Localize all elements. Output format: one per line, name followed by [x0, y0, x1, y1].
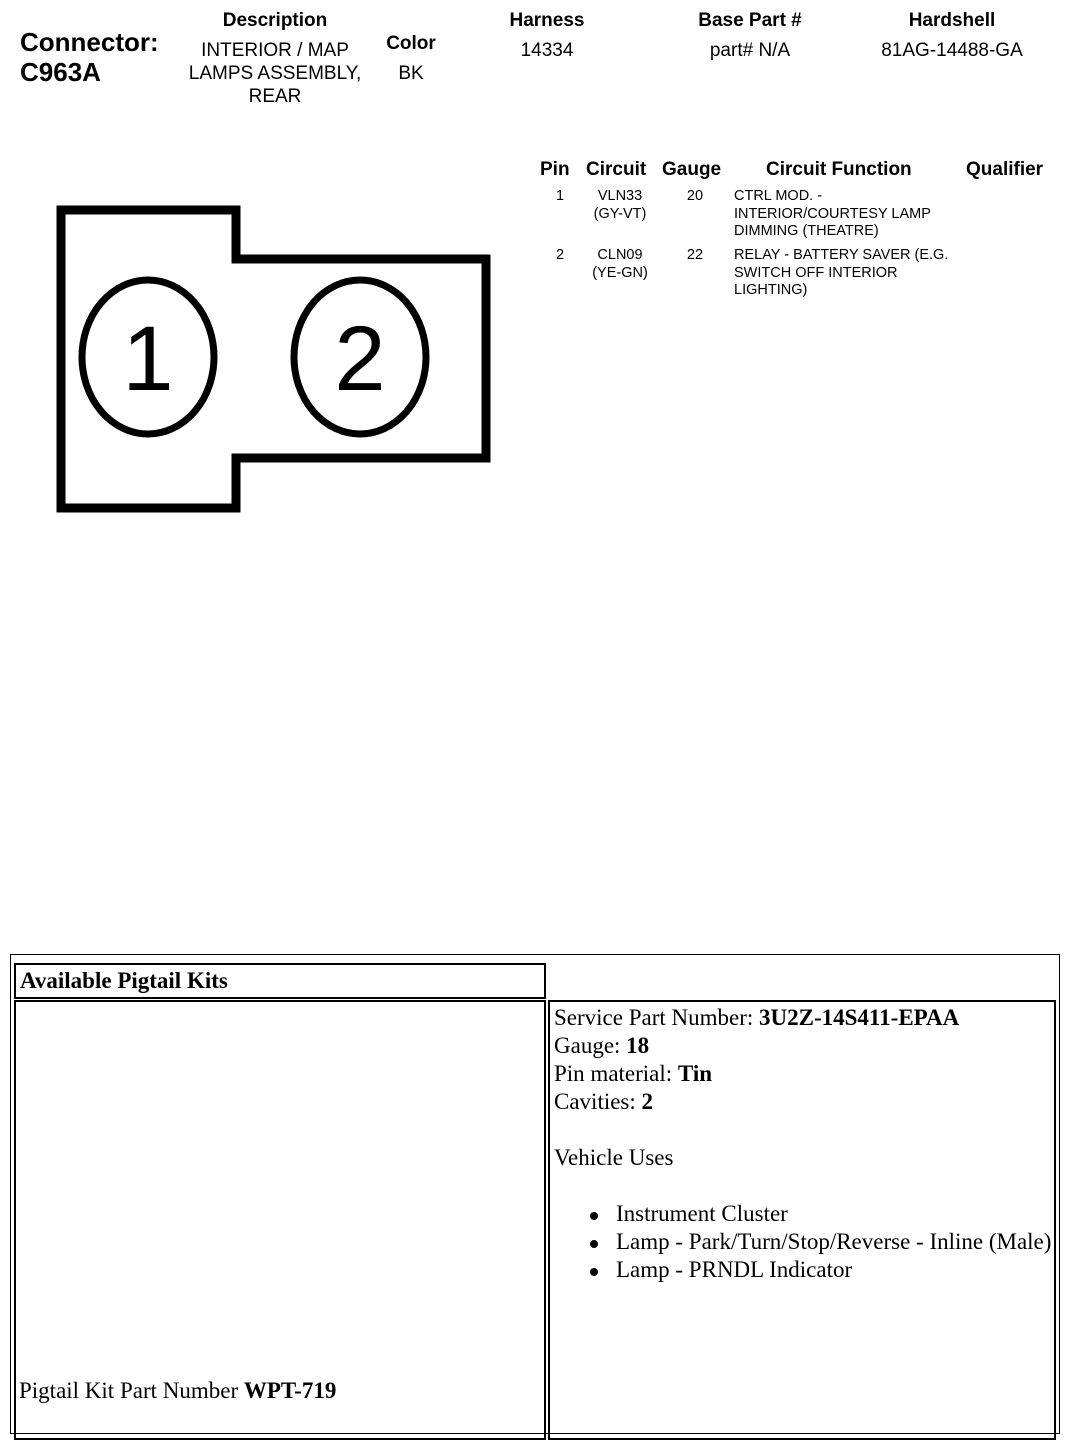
row-1-circuit — [580, 188, 660, 223]
description-label: Description — [222, 10, 328, 31]
cavities-line — [554, 1088, 1054, 1116]
base-part-label: Base Part # — [698, 10, 802, 31]
description-value: INTERIOR / MAP LAMPS ASSEMBLY, REAR — [188, 40, 362, 107]
color-value: BK — [398, 63, 424, 84]
base-part-value: part# N/A — [709, 40, 791, 61]
pin-material-line — [554, 1060, 1054, 1088]
cavities-value: 2 — [641, 1089, 654, 1114]
pigtail-details — [554, 1004, 1054, 1284]
pin-material-label: Pin material: — [554, 1061, 673, 1086]
gauge-header: Gauge — [662, 159, 722, 180]
cavities-label: Cavities: — [554, 1089, 636, 1114]
harness-value: 14334 — [520, 40, 574, 61]
kit-part-value: WPT-719 — [243, 1378, 337, 1403]
service-part-line — [554, 1004, 1054, 1032]
row-1-gauge: 20 — [686, 188, 704, 204]
pigtail-kit-part — [19, 1378, 336, 1404]
color-label: Color — [386, 33, 436, 54]
list-item: Lamp - PRNDL Indicator — [554, 1256, 1054, 1284]
pigtail-title-cell — [14, 963, 546, 999]
row-1-pin: 1 — [555, 188, 565, 204]
pigtail-left-cell — [14, 1000, 546, 1440]
gauge-line — [554, 1032, 1054, 1060]
row-2-circuit — [580, 247, 660, 282]
list-item: Instrument Cluster — [554, 1200, 1054, 1228]
list-item: Lamp - Park/Turn/Stop/Reverse - Inline (Male) — [554, 1228, 1054, 1256]
connector-diagram — [0, 0, 520, 540]
pigtail-title: Available Pigtail Kits — [20, 968, 228, 993]
hardshell-label: Hardshell — [908, 10, 996, 31]
connector-label: Connector: — [20, 27, 159, 57]
row-1-circuit-color: (GY-VT) — [593, 205, 647, 222]
pin-material-value: Tin — [677, 1061, 713, 1086]
kit-part-label: Pigtail Kit Part Number — [19, 1378, 239, 1403]
hardshell-value: 81AG-14488-GA — [881, 40, 1023, 61]
service-part-label: Service Part Number: — [554, 1005, 754, 1030]
row-2-pin: 2 — [555, 247, 565, 263]
harness-label: Harness — [509, 10, 585, 31]
circuit-function-header: Circuit Function — [766, 159, 912, 180]
row-2-function: RELAY - BATTERY SAVER (E.G. SWITCH OFF INTERIOR LIGHTING) — [734, 247, 949, 298]
vehicle-uses-list — [554, 1200, 1054, 1284]
connector-id: C963A — [20, 57, 101, 87]
row-2-circuit-id: CLN09 — [597, 247, 643, 263]
row-2-circuit-color: (YE-GN) — [592, 264, 648, 281]
pin-1-label: 1 — [122, 308, 174, 410]
row-2-gauge: 22 — [686, 247, 704, 263]
gauge-value: 18 — [626, 1033, 650, 1058]
row-1-circuit-id: VLN33 — [597, 188, 643, 204]
pin-header: Pin — [540, 159, 570, 180]
pin-2-label: 2 — [334, 308, 386, 410]
circuit-header: Circuit — [586, 159, 647, 180]
row-1-function: CTRL MOD. - INTERIOR/COURTESY LAMP DIMMING (THEATRE) — [734, 188, 931, 239]
service-part-value: 3U2Z-14S411-EPAA — [759, 1005, 960, 1030]
gauge-label: Gauge: — [554, 1033, 621, 1058]
vehicle-uses-label: Vehicle Uses — [554, 1145, 674, 1170]
qualifier-header: Qualifier — [966, 159, 1044, 180]
